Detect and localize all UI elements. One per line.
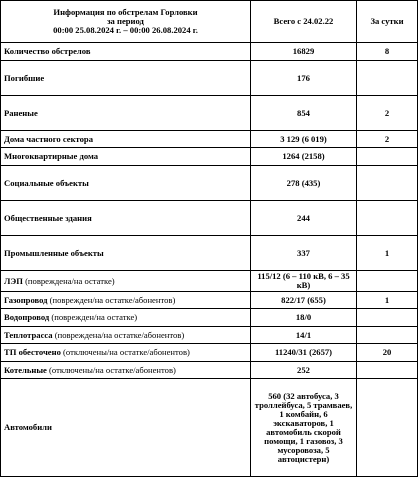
- row-label: Многоквартирные дома: [1, 148, 251, 166]
- table-row: [1, 43, 418, 61]
- row-total: 16829: [251, 43, 357, 61]
- row-day: 1: [357, 292, 418, 309]
- table-row: [1, 166, 418, 201]
- row-label: ТП обесточено (отключены/на остатке/абонентов): [1, 344, 251, 362]
- row-total: 252: [251, 362, 357, 379]
- row-day: [357, 379, 418, 477]
- row-day: [357, 201, 418, 236]
- row-total: 14/1: [251, 327, 357, 344]
- table-row: [1, 201, 418, 236]
- row-total: 18/0: [251, 309, 357, 327]
- row-total: 244: [251, 201, 357, 236]
- table-row: [1, 379, 418, 477]
- table-row: [1, 236, 418, 271]
- table-row: [1, 344, 418, 362]
- table-row: [1, 61, 418, 96]
- row-day: [357, 148, 418, 166]
- row-day: [357, 362, 418, 379]
- row-label: Промышленные объекты: [1, 236, 251, 271]
- table-row: [1, 309, 418, 327]
- header-day-cell: За сутки: [357, 1, 418, 43]
- table-row: [1, 96, 418, 131]
- row-day: [357, 166, 418, 201]
- row-total: 560 (32 автобуса, 3 троллейбуса, 5 трамваев, 1 комбайн, 6 экскаваторов, 1 автомобиль скорой помощи, 1 газовоз, 3 мусоровоза, 5 автоцистерн): [251, 379, 357, 477]
- table-row: [1, 271, 418, 292]
- row-day: 2: [357, 131, 418, 148]
- table-row: [1, 131, 418, 148]
- header-title-line1: Информация по обстрелам Горловки: [53, 7, 198, 17]
- row-day: [357, 309, 418, 327]
- row-label: Погибшие: [1, 61, 251, 96]
- row-day: 8: [357, 43, 418, 61]
- header-title-line3: 00:00 25.08.2024 г. – 00:00 26.08.2024 г.: [53, 25, 198, 35]
- row-total: 3 129 (6 019): [251, 131, 357, 148]
- row-label: Автомобили: [1, 379, 251, 477]
- table-row: [1, 362, 418, 379]
- row-total: 337: [251, 236, 357, 271]
- row-total: 11240/31 (2657): [251, 344, 357, 362]
- row-label: Теплотрасса (повреждена/на остатке/абонентов): [1, 327, 251, 344]
- row-total: 115/12 (6 – 110 кВ, 6 – 35 кВ): [251, 271, 357, 292]
- row-label: Газопровод (поврежден/на остатке/абонентов): [1, 292, 251, 309]
- row-label: Раненые: [1, 96, 251, 131]
- row-day: [357, 61, 418, 96]
- row-total: 278 (435): [251, 166, 357, 201]
- row-total: 1264 (2158): [251, 148, 357, 166]
- row-label: ЛЭП (повреждена/на остатке): [1, 271, 251, 292]
- table-row: [1, 148, 418, 166]
- row-label: Дома частного сектора: [1, 131, 251, 148]
- row-label: Водопровод (поврежден/на остатке): [1, 309, 251, 327]
- row-label: Количество обстрелов: [1, 43, 251, 61]
- row-label: Котельные (отключены/на остатке/абонентов): [1, 362, 251, 379]
- row-total: 854: [251, 96, 357, 131]
- header-title-line2: за период: [107, 16, 144, 26]
- header-row: [1, 1, 418, 43]
- header-title-cell: [1, 1, 251, 43]
- header-total-cell: Всего с 24.02.22: [251, 1, 357, 43]
- row-day: 20: [357, 344, 418, 362]
- row-total: 822/17 (655): [251, 292, 357, 309]
- row-label: Общественные здания: [1, 201, 251, 236]
- table-row: [1, 327, 418, 344]
- table-row: [1, 292, 418, 309]
- row-day: [357, 327, 418, 344]
- row-day: [357, 271, 418, 292]
- row-day: 2: [357, 96, 418, 131]
- row-total: 176: [251, 61, 357, 96]
- row-label: Социальные объекты: [1, 166, 251, 201]
- row-day: 1: [357, 236, 418, 271]
